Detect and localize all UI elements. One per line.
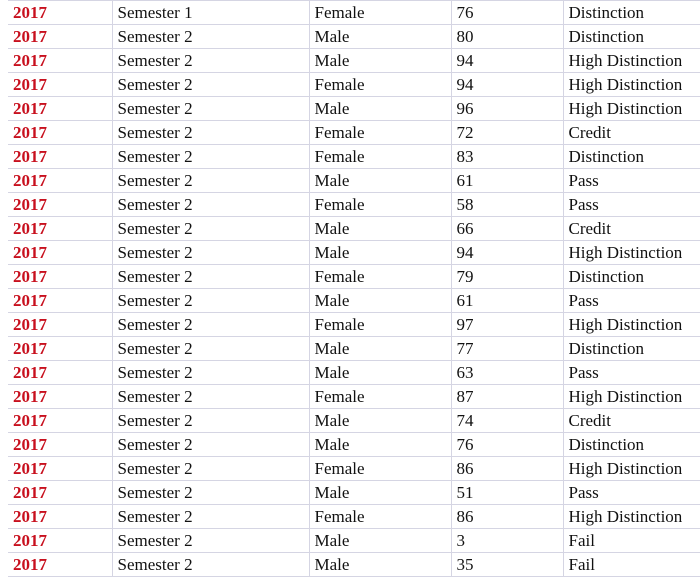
grade-cell[interactable]: Credit xyxy=(563,409,700,433)
semester-cell[interactable]: Semester 2 xyxy=(112,457,309,481)
year-cell[interactable]: 2017 xyxy=(8,217,112,241)
year-cell[interactable]: 2017 xyxy=(8,433,112,457)
gender-cell[interactable]: Male xyxy=(309,361,451,385)
gender-cell[interactable]: Female xyxy=(309,505,451,529)
gender-cell[interactable]: Female xyxy=(309,121,451,145)
grade-cell[interactable]: Credit xyxy=(563,217,700,241)
year-cell[interactable]: 2017 xyxy=(8,337,112,361)
gender-cell[interactable]: Female xyxy=(309,193,451,217)
grade-cell[interactable]: Distinction xyxy=(563,25,700,49)
grade-cell[interactable]: Fail xyxy=(563,553,700,577)
grade-cell[interactable]: Pass xyxy=(563,481,700,505)
table-row xyxy=(8,217,700,241)
spreadsheet-view xyxy=(8,0,700,580)
year-cell[interactable]: 2017 xyxy=(8,265,112,289)
grade-cell[interactable]: Pass xyxy=(563,169,700,193)
semester-cell[interactable]: Semester 2 xyxy=(112,481,309,505)
year-cell[interactable]: 2017 xyxy=(8,313,112,337)
gender-cell[interactable]: Male xyxy=(309,25,451,49)
year-cell[interactable]: 2017 xyxy=(8,553,112,577)
score-cell[interactable]: 76 xyxy=(451,433,563,457)
table-row xyxy=(8,49,700,73)
table-row xyxy=(8,169,700,193)
table-row xyxy=(8,265,700,289)
table-row xyxy=(8,1,700,25)
semester-cell[interactable]: Semester 2 xyxy=(112,97,309,121)
table-row xyxy=(8,73,700,97)
table-row xyxy=(8,241,700,265)
semester-cell[interactable]: Semester 2 xyxy=(112,433,309,457)
gender-cell[interactable]: Male xyxy=(309,49,451,73)
semester-cell[interactable]: Semester 2 xyxy=(112,121,309,145)
grade-cell[interactable]: Pass xyxy=(563,361,700,385)
year-cell[interactable]: 2017 xyxy=(8,529,112,553)
gender-cell[interactable]: Female xyxy=(309,145,451,169)
gender-cell[interactable]: Male xyxy=(309,529,451,553)
semester-cell[interactable]: Semester 2 xyxy=(112,361,309,385)
gender-cell[interactable]: Male xyxy=(309,241,451,265)
grade-cell[interactable]: High Distinction xyxy=(563,49,700,73)
score-cell[interactable]: 51 xyxy=(451,481,563,505)
year-cell[interactable]: 2017 xyxy=(8,241,112,265)
semester-cell[interactable]: Semester 2 xyxy=(112,289,309,313)
score-cell[interactable]: 63 xyxy=(451,361,563,385)
table-row xyxy=(8,25,700,49)
score-cell[interactable]: 3 xyxy=(451,529,563,553)
gender-cell[interactable]: Male xyxy=(309,481,451,505)
grade-cell[interactable]: High Distinction xyxy=(563,313,700,337)
semester-cell[interactable]: Semester 2 xyxy=(112,553,309,577)
year-cell[interactable]: 2017 xyxy=(8,73,112,97)
student-results-table xyxy=(8,0,700,577)
gender-cell[interactable]: Male xyxy=(309,433,451,457)
semester-cell[interactable]: Semester 2 xyxy=(112,193,309,217)
grade-cell[interactable]: Credit xyxy=(563,121,700,145)
table-row xyxy=(8,529,700,553)
table-row xyxy=(8,481,700,505)
gender-cell[interactable]: Female xyxy=(309,457,451,481)
table-row xyxy=(8,289,700,313)
grade-cell[interactable]: Distinction xyxy=(563,145,700,169)
gender-cell[interactable]: Female xyxy=(309,313,451,337)
year-cell[interactable]: 2017 xyxy=(8,1,112,25)
semester-cell[interactable]: Semester 1 xyxy=(112,1,309,25)
score-cell[interactable]: 86 xyxy=(451,457,563,481)
gender-cell[interactable]: Female xyxy=(309,385,451,409)
semester-cell[interactable]: Semester 2 xyxy=(112,337,309,361)
score-cell[interactable]: 79 xyxy=(451,265,563,289)
table-row xyxy=(8,145,700,169)
grade-cell[interactable]: Fail xyxy=(563,529,700,553)
table-row xyxy=(8,121,700,145)
score-cell[interactable]: 61 xyxy=(451,289,563,313)
table-row xyxy=(8,313,700,337)
grade-cell[interactable]: High Distinction xyxy=(563,505,700,529)
score-cell[interactable]: 61 xyxy=(451,169,563,193)
semester-cell[interactable]: Semester 2 xyxy=(112,313,309,337)
score-cell[interactable]: 94 xyxy=(451,241,563,265)
semester-cell[interactable]: Semester 2 xyxy=(112,241,309,265)
score-cell[interactable]: 96 xyxy=(451,97,563,121)
grade-cell[interactable]: Pass xyxy=(563,193,700,217)
semester-cell[interactable]: Semester 2 xyxy=(112,169,309,193)
gender-cell[interactable]: Female xyxy=(309,73,451,97)
year-cell[interactable]: 2017 xyxy=(8,169,112,193)
year-cell[interactable]: 2017 xyxy=(8,193,112,217)
year-cell[interactable]: 2017 xyxy=(8,481,112,505)
grade-cell[interactable]: Distinction xyxy=(563,265,700,289)
year-cell[interactable]: 2017 xyxy=(8,505,112,529)
table-row xyxy=(8,409,700,433)
semester-cell[interactable]: Semester 2 xyxy=(112,505,309,529)
year-cell[interactable]: 2017 xyxy=(8,409,112,433)
table-row xyxy=(8,193,700,217)
grade-cell[interactable]: High Distinction xyxy=(563,385,700,409)
table-row xyxy=(8,505,700,529)
score-cell[interactable]: 97 xyxy=(451,313,563,337)
grade-cell[interactable]: Distinction xyxy=(563,433,700,457)
grade-cell[interactable]: High Distinction xyxy=(563,73,700,97)
grade-cell[interactable]: Distinction xyxy=(563,1,700,25)
table-body xyxy=(8,1,700,577)
semester-cell[interactable]: Semester 2 xyxy=(112,529,309,553)
year-cell[interactable]: 2017 xyxy=(8,457,112,481)
gender-cell[interactable]: Male xyxy=(309,553,451,577)
grade-cell[interactable]: High Distinction xyxy=(563,97,700,121)
semester-cell[interactable]: Semester 2 xyxy=(112,145,309,169)
score-cell[interactable]: 35 xyxy=(451,553,563,577)
semester-cell[interactable]: Semester 2 xyxy=(112,25,309,49)
score-cell[interactable]: 83 xyxy=(451,145,563,169)
grade-cell[interactable]: High Distinction xyxy=(563,241,700,265)
gender-cell[interactable]: Male xyxy=(309,169,451,193)
table-row xyxy=(8,385,700,409)
year-cell[interactable]: 2017 xyxy=(8,385,112,409)
year-cell[interactable]: 2017 xyxy=(8,121,112,145)
year-cell[interactable]: 2017 xyxy=(8,361,112,385)
score-cell[interactable]: 77 xyxy=(451,337,563,361)
score-cell[interactable]: 94 xyxy=(451,49,563,73)
table-row xyxy=(8,337,700,361)
semester-cell[interactable]: Semester 2 xyxy=(112,409,309,433)
grade-cell[interactable]: Distinction xyxy=(563,337,700,361)
score-cell[interactable]: 94 xyxy=(451,73,563,97)
gender-cell[interactable]: Male xyxy=(309,409,451,433)
gender-cell[interactable]: Male xyxy=(309,217,451,241)
table-row xyxy=(8,433,700,457)
grade-cell[interactable]: Pass xyxy=(563,289,700,313)
table-row xyxy=(8,457,700,481)
year-cell[interactable]: 2017 xyxy=(8,97,112,121)
table-row xyxy=(8,553,700,577)
semester-cell[interactable]: Semester 2 xyxy=(112,385,309,409)
gender-cell[interactable]: Male xyxy=(309,97,451,121)
score-cell[interactable]: 80 xyxy=(451,25,563,49)
year-cell[interactable]: 2017 xyxy=(8,25,112,49)
gender-cell[interactable]: Male xyxy=(309,289,451,313)
score-cell[interactable]: 72 xyxy=(451,121,563,145)
gender-cell[interactable]: Female xyxy=(309,265,451,289)
score-cell[interactable]: 74 xyxy=(451,409,563,433)
semester-cell[interactable]: Semester 2 xyxy=(112,265,309,289)
year-cell[interactable]: 2017 xyxy=(8,289,112,313)
gender-cell[interactable]: Male xyxy=(309,337,451,361)
semester-cell[interactable]: Semester 2 xyxy=(112,217,309,241)
gender-cell[interactable]: Female xyxy=(309,1,451,25)
table-row xyxy=(8,361,700,385)
score-cell[interactable]: 76 xyxy=(451,1,563,25)
year-cell[interactable]: 2017 xyxy=(8,145,112,169)
score-cell[interactable]: 86 xyxy=(451,505,563,529)
score-cell[interactable]: 58 xyxy=(451,193,563,217)
table-row xyxy=(8,97,700,121)
semester-cell[interactable]: Semester 2 xyxy=(112,73,309,97)
grade-cell[interactable]: High Distinction xyxy=(563,457,700,481)
score-cell[interactable]: 66 xyxy=(451,217,563,241)
year-cell[interactable]: 2017 xyxy=(8,49,112,73)
semester-cell[interactable]: Semester 2 xyxy=(112,49,309,73)
score-cell[interactable]: 87 xyxy=(451,385,563,409)
